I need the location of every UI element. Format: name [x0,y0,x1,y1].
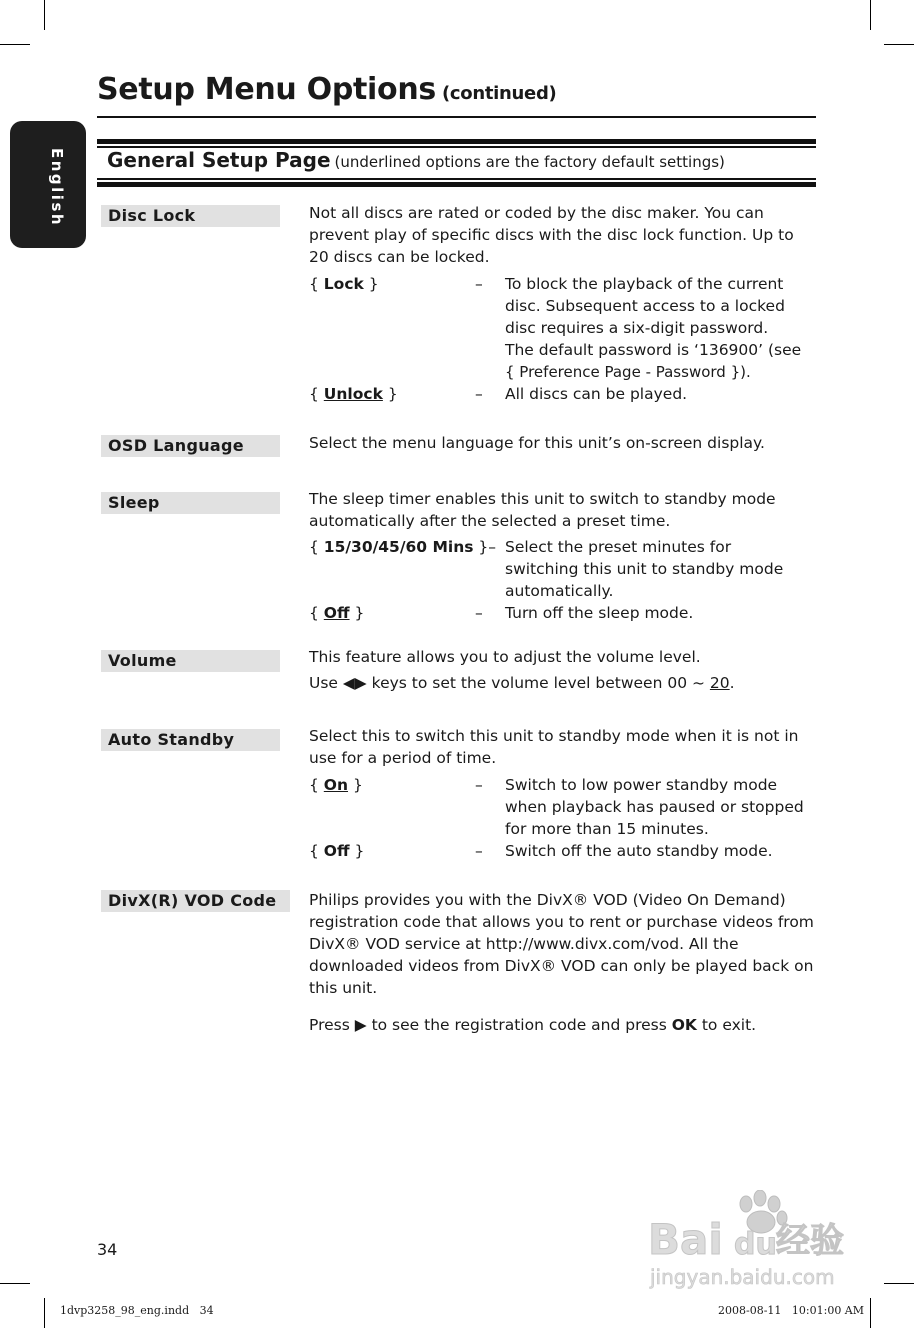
label-osd-language: OSD Language [101,435,280,457]
label-volume: Volume [101,650,280,672]
label-divx-vod-code: DivX(R) VOD Code [101,890,290,912]
brace-close: } [349,842,365,860]
baidu-paw-icon [648,1190,860,1294]
disc-lock-description: Not all discs are rated or coded by the disc maker. You can prevent play of specific discs with the disc lock function. Up to 20 discs can be locked. [309,204,794,266]
volume-instruction-text: Use ◀▶ keys to set the volume level between 00 ~ [309,674,710,692]
disc-lock-default-password: The default password is ‘136900’ (see [505,341,802,359]
crop-mark [870,0,871,30]
dash: – [475,842,483,860]
disc-lock-option-unlock-description: All discs can be played. [505,385,688,403]
brace-open: { [309,275,324,293]
section-rule-bottom [97,182,816,187]
sleep-option-minutes [309,536,496,558]
language-tab-label: English [48,148,66,228]
crop-mark [44,0,45,30]
option-value-default: Off [323,604,350,622]
label-auto-standby: Auto Standby [101,729,280,751]
option-value-default: Unlock [323,385,383,403]
brace-open: { [309,842,324,860]
disc-lock-option-unlock [309,383,398,405]
auto-standby-option-on-description: Switch to low power standby mode when playback has paused or stopped for more than 15 minutes. [505,776,804,838]
crop-mark [884,1283,914,1284]
dash: – [475,385,483,403]
disc-lock-password-ref: { Preference Page - Password }). [505,363,751,381]
brace-close: }– [473,538,497,556]
auto-standby-description: Select this to switch this unit to standby mode when it is not in use for a period of time. [309,727,799,767]
divx-instruction-text: Press ▶ to see the registration code and press [309,1016,672,1034]
footer-timestamp: 2008-08-11 10:01:00 AM [718,1304,865,1317]
page-title-suffix: (continued) [441,83,557,104]
brace-close: } [382,385,398,403]
watermark-cn: 经验 [776,1221,844,1261]
disc-lock-option-lock-description: To block the playback of the current disc. Subsequent access to a locked disc requires a six-digit password. [505,275,785,337]
dash: – [475,275,483,293]
watermark-url: jingyan.baidu.com [650,1265,835,1289]
brace-close: } [349,604,365,622]
dash: – [475,604,483,622]
brace-open: { [309,776,324,794]
title-rule [97,116,816,118]
sleep-description: The sleep timer enables this unit to switch to standby mode automatically after the selected a preset time. [309,490,776,530]
section-rule-bottom-thin [97,178,816,180]
dash: – [475,776,483,794]
volume-default-value: 20 [709,674,730,692]
brace-open: { [309,385,324,403]
divx-vod-description: Philips provides you with the DivX® VOD (Video On Demand) registration code that allows you to rent or purchase videos from DivX® VOD service at http://www.divx.com/vod. All the downloaded videos from DivX® VOD can only be played back on this unit. [309,891,814,997]
label-disc-lock: Disc Lock [101,205,280,227]
option-value: Lock [323,275,364,293]
disc-lock-option-lock [309,273,379,295]
crop-mark [0,44,30,45]
auto-standby-option-off-description: Switch off the auto standby mode. [505,842,773,860]
section-rule-top [97,139,816,144]
section-title-text: General Setup Page [107,148,331,172]
auto-standby-option-off [309,840,364,862]
baidu-watermark [648,1190,860,1294]
volume-instruction-end: . [729,674,735,692]
page-title-text: Setup Menu Options [97,72,436,107]
option-value: Off [323,842,350,860]
divx-instruction-end: to exit. [696,1016,757,1034]
brace-open: { [309,604,324,622]
crop-mark [0,1283,30,1284]
watermark-brand: Bai [648,1215,723,1264]
crop-mark [884,44,914,45]
option-value: 15/30/45/60 Mins [323,538,474,556]
sleep-option-off [309,602,364,624]
osd-language-description: Select the menu language for this unit’s on-screen display. [309,434,765,452]
watermark-brand-2: du [734,1227,777,1262]
crop-mark [44,1298,45,1328]
option-value-default: On [323,776,349,794]
brace-close: } [363,275,379,293]
section-note: (underlined options are the factory default settings) [334,153,725,171]
section-title [107,148,725,172]
brace-open: { [309,538,324,556]
brace-close: } [348,776,363,794]
footer-file-info: 1dvp3258_98_eng.indd 34 [60,1304,214,1317]
label-sleep: Sleep [101,492,280,514]
ok-key: OK [671,1016,697,1034]
sleep-option-off-description: Turn off the sleep mode. [505,604,694,622]
page-title [97,72,556,107]
divx-vod-instruction [309,1014,815,1036]
volume-instruction [309,672,815,694]
crop-mark [870,1298,871,1328]
auto-standby-option-on [309,774,363,796]
page-number: 34 [97,1240,118,1259]
sleep-option-minutes-description: Select the preset minutes for switching this unit to standby mode automatically. [505,538,784,600]
volume-description: This feature allows you to adjust the volume level. [309,648,701,666]
